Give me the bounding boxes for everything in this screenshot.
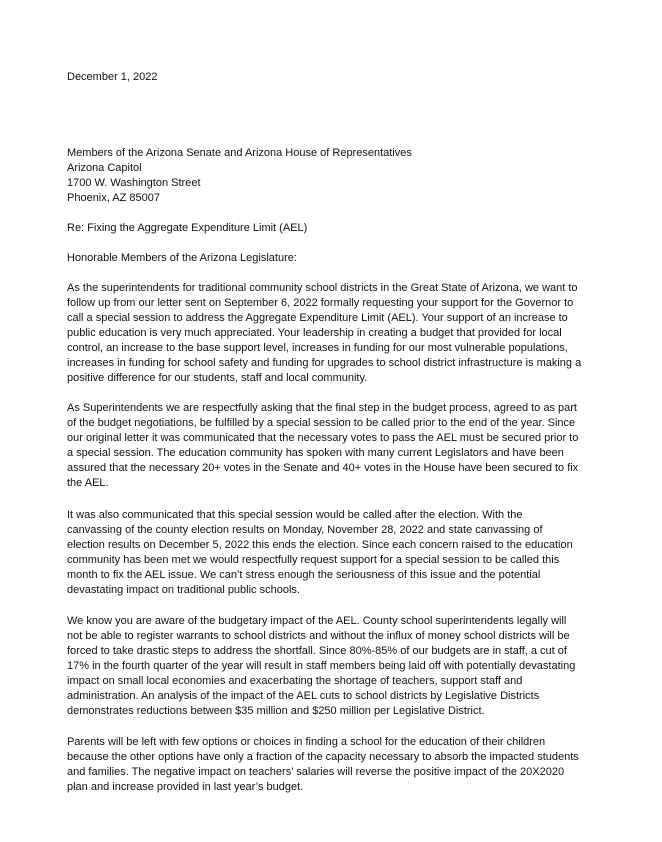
paragraph-line: Parents will be left with few options or choices in finding a school for the education of their children: [67, 736, 546, 748]
paragraph-line: forced to take drastic steps to address the shortfall. Since 80%-85% of our budgets are in staff, a cut of: [67, 645, 567, 657]
subject-line: Re: Fixing the Aggregate Expenditure Limit (AEL): [67, 222, 308, 234]
paragraph-line: positive difference for our students, staff and local community.: [67, 372, 368, 384]
recipient-line: Arizona Capitol: [67, 162, 142, 174]
body-paragraph: [67, 281, 612, 386]
paragraph-line: impact on small local economies and exacerbating the shortage of teachers, support staff and: [67, 675, 523, 687]
paragraph-line: the AEL.: [67, 477, 109, 489]
body-paragraph: [67, 401, 612, 491]
paragraph-line: We know you are aware of the budgetary impact of the AEL. County school superintendents legally will: [67, 615, 567, 627]
letter-date: December 1, 2022: [67, 71, 158, 83]
paragraph-line: and families. The negative impact on teachers’ salaries will reverse the positive impact of the 20X2020: [67, 766, 565, 778]
recipient-address: [67, 146, 412, 206]
paragraph-line: 17% in the fourth quarter of the year will result in staff members being laid off with potentially devastating: [67, 660, 576, 672]
paragraph-line: because the other options have only a fraction of the capacity necessary to absorb the impacted students: [67, 751, 579, 763]
salutation: Honorable Members of the Arizona Legislature:: [67, 252, 297, 264]
paragraph-line: election results on December 5, 2022 this ends the election. Since each concern raised to the education: [67, 539, 573, 551]
paragraph-line: As the superintendents for traditional community school districts in the Great State of Arizona, we want to: [67, 282, 578, 294]
recipient-line: 1700 W. Washington Street: [67, 177, 201, 189]
paragraph-line: canvassing of the county election results on Monday, November 28, 2022 and state canvassing of: [67, 524, 543, 536]
paragraph-line: As Superintendents we are respectfully asking that the final step in the budget process, agreed to as part: [67, 402, 577, 414]
paragraph-line: of the budget negotiations, be fulfilled by a special session to be called prior to the end of the year. Since: [67, 417, 576, 429]
paragraph-line: It was also communicated that this special session would be called after the election. With the: [67, 509, 523, 521]
paragraph-line: public education is very much appreciated. Your leadership in creating a budget that provided for local: [67, 327, 562, 339]
paragraph-line: call a special session to address the Aggregate Expenditure Limit (AEL). Your support of an increase to: [67, 312, 568, 324]
recipient-line: Phoenix, AZ 85007: [67, 192, 160, 204]
paragraph-line: assured that the necessary 20+ votes in the Senate and 40+ votes in the House have been secured to fix: [67, 462, 579, 474]
paragraph-line: not be able to register warrants to school districts and without the influx of money school districts will be: [67, 630, 570, 642]
paragraph-line: plan and increase provided in last year’s budget.: [67, 781, 304, 793]
paragraph-line: demonstrates reductions between $35 million and $250 million per Legislative District.: [67, 705, 485, 717]
body-paragraph: [67, 614, 612, 719]
paragraph-line: increases in funding for school safety and funding for upgrades to school district infrastructure is making a: [67, 357, 582, 369]
paragraph-line: control, an increase to the base support level, increases in funding for our most vulnerable populations,: [67, 342, 568, 354]
paragraph-line: administration. An analysis of the impact of the AEL cuts to school districts by Legislative Districts: [67, 690, 540, 702]
recipient-line: Members of the Arizona Senate and Arizona House of Representatives: [67, 147, 412, 159]
paragraph-line: our original letter it was communicated that the necessary votes to pass the AEL must be secured prior to: [67, 432, 579, 444]
paragraph-line: devastating impact on traditional public schools.: [67, 584, 300, 596]
paragraph-line: follow up from our letter sent on September 6, 2022 formally requesting your support for the Governor to: [67, 297, 574, 309]
body-paragraph: [67, 508, 612, 598]
paragraph-line: a special session. The education community has spoken with many current Legislators and have been: [67, 447, 564, 459]
body-paragraph: [67, 735, 612, 795]
paragraph-line: community has been met we would respectfully request support for a special session to be called this: [67, 554, 560, 566]
paragraph-line: month to fix the AEL issue. We can’t stress enough the seriousness of this issue and the potential: [67, 569, 541, 581]
